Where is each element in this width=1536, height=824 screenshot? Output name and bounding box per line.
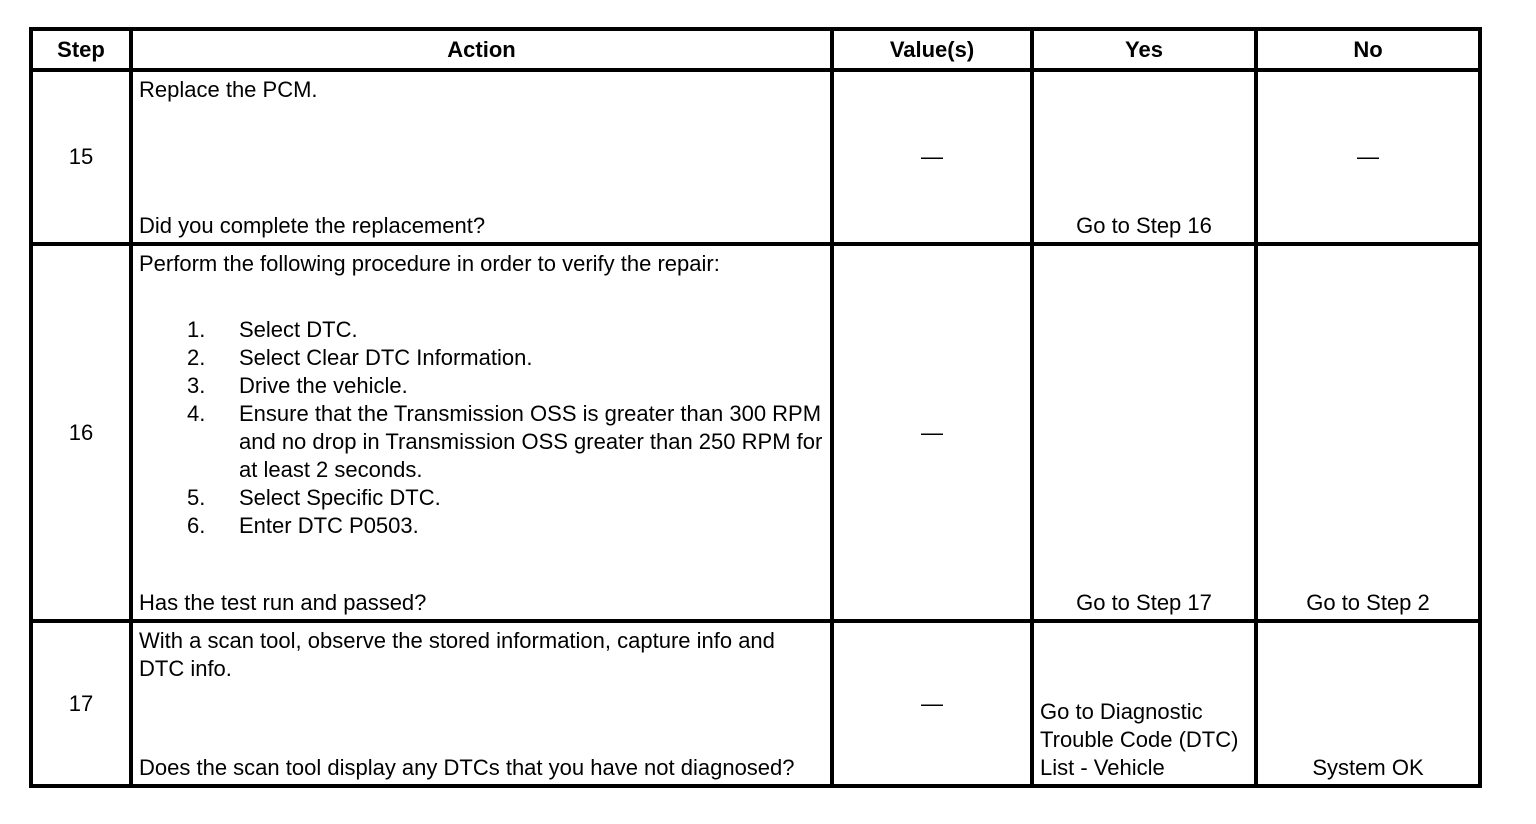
yes-link[interactable]: Go to Step 17: [1076, 590, 1212, 615]
table-row: [31, 621, 1480, 786]
list-item: 2. Select Clear DTC Information.: [187, 345, 533, 370]
action-text: Replace the PCM.: [139, 77, 318, 102]
no-cell: [1256, 244, 1480, 621]
step-number: 15: [31, 70, 131, 244]
list-item: 3. Drive the vehicle.: [187, 373, 408, 398]
header-row: [31, 29, 1480, 70]
yes-cell: [1032, 70, 1256, 244]
header-no: No: [1256, 29, 1480, 70]
table-row: [31, 244, 1480, 621]
header-action: Action: [131, 29, 832, 70]
yes-cell: [1032, 244, 1256, 621]
procedure-list: [139, 316, 824, 540]
list-item: 1. Select DTC.: [187, 317, 358, 342]
value-cell: —: [832, 244, 1032, 621]
yes-link[interactable]: Go to Step 16: [1076, 213, 1212, 238]
no-cell: [1256, 621, 1480, 786]
diagnostic-table: [29, 27, 1482, 788]
action-question: Has the test run and passed?: [139, 590, 427, 615]
action-text: With a scan tool, observe the stored information, capture info and DTC info.: [139, 628, 775, 681]
table-row: [31, 70, 1480, 244]
list-item: 6. Enter DTC P0503.: [187, 513, 419, 538]
no-cell: —: [1256, 70, 1480, 244]
header-yes: Yes: [1032, 29, 1256, 70]
no-link[interactable]: Go to Step 2: [1306, 590, 1430, 615]
action-question: Does the scan tool display any DTCs that you have not diagnosed?: [139, 755, 795, 780]
header-step: Step: [31, 29, 131, 70]
yes-cell: [1032, 621, 1256, 786]
value-cell: —: [832, 621, 1032, 786]
action-question: Did you complete the replacement?: [139, 213, 486, 238]
value-cell: —: [832, 70, 1032, 244]
step-number: 16: [31, 244, 131, 621]
step-number: 17: [31, 621, 131, 786]
action-cell: [131, 244, 832, 621]
action-cell: [131, 621, 832, 786]
header-values: Value(s): [832, 29, 1032, 70]
action-text: Perform the following procedure in order to verify the repair:: [139, 251, 720, 276]
no-result: System OK: [1312, 755, 1424, 780]
action-cell: [131, 70, 832, 244]
yes-link[interactable]: Go to Diagnostic Trouble Code (DTC) List - Vehicle: [1040, 699, 1239, 780]
list-item: 4. Ensure that the Transmission OSS is greater than 300 RPM and no drop in Transmission OSS greater than 250 RPM for at least 2 seconds.: [187, 401, 823, 482]
list-item: 5. Select Specific DTC.: [187, 485, 441, 510]
